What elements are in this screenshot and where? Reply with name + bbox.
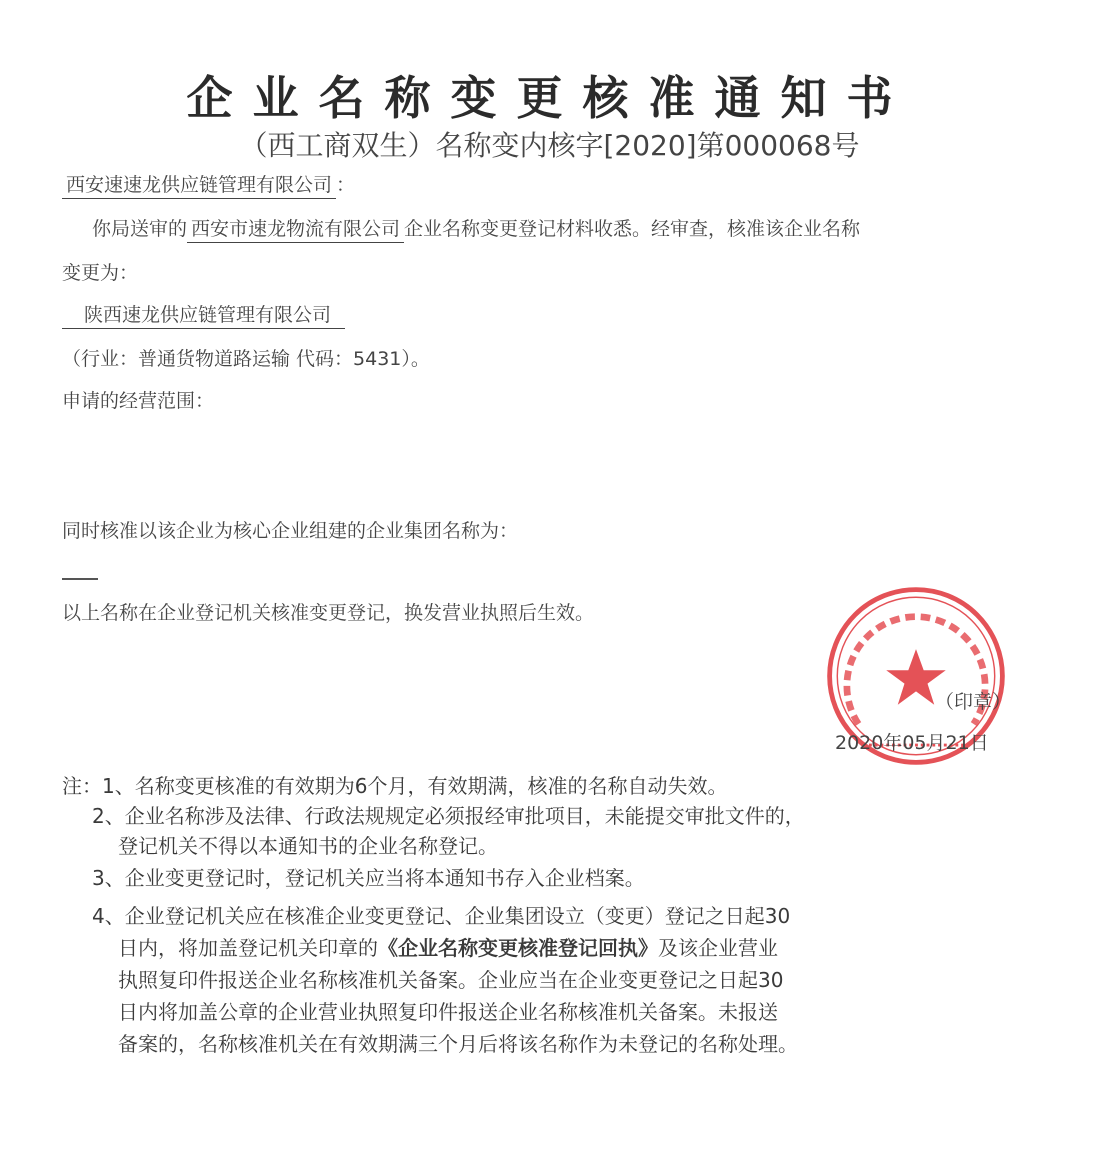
issue-date: 2020年05月21日 (835, 732, 989, 754)
effective-statement: 以上名称在企业登记机关核准变更登记，换发营业执照后生效。 (62, 602, 595, 624)
body-line-2: 变更为： (62, 262, 139, 284)
new-name-line (62, 300, 345, 327)
note-4-line-5: 备案的，名称核准机关在有效期满三个月后将该名称作为未登记的名称处理。 (118, 1032, 798, 1056)
industry-line: （行业：普通货物道路运输 代码：5431）。 (62, 348, 430, 370)
business-scope-label: 申请的经营范围： (62, 390, 215, 412)
addressee-company: 西安速速龙供应链管理有限公司 (62, 174, 336, 199)
line1-suffix: 企业名称变更登记材料收悉。经审查，核准该企业名称 (404, 218, 861, 240)
note-1: 注：1、名称变更核准的有效期为6个月，有效期满，核准的名称自动失效。 (62, 774, 728, 798)
addressee-line (62, 170, 355, 197)
note-4-line-3: 执照复印件报送企业名称核准机关备案。企业应当在企业变更登记之日起30 (118, 968, 784, 992)
new-company-name: 陕西速龙供应链管理有限公司 (62, 304, 345, 329)
note-4-line-2-b: 及该企业营业 (658, 936, 778, 960)
original-company-name: 西安市速龙物流有限公司 (187, 218, 404, 243)
document-number: （西工商双生）名称变内核字[2020]第000068号 (239, 129, 860, 162)
group-name-label: 同时核准以该企业为核心企业组建的企业集团名称为： (62, 520, 519, 542)
line1-prefix: 你局送审的 (92, 218, 188, 240)
group-name-blank (62, 578, 98, 580)
note-4: 4、企业登记机关应在核准企业变更登记、企业集团设立（变更）登记之日起30 (92, 904, 791, 928)
note-2: 2、企业名称涉及法律、行政法规规定必须报经审批项目，未能提交审批文件的， (92, 804, 805, 828)
note-4-line-2-a: 日内，将加盖登记机关印章的 (118, 936, 378, 960)
document-title: 企业名称变更核准通知书 (186, 71, 913, 125)
body-line-1 (92, 214, 860, 241)
seal-label: （印章） (935, 691, 1012, 713)
note-3: 3、企业变更登记时，登记机关应当将本通知书存入企业档案。 (92, 866, 645, 890)
note-4-line-2 (118, 932, 778, 961)
note-2-cont: 登记机关不得以本通知书的企业名称登记。 (118, 834, 498, 858)
addressee-suffix: ： (336, 174, 356, 196)
receipt-title: 《企业名称变更核准登记回执》 (378, 936, 658, 960)
note-4-line-4: 日内将加盖公章的企业营业执照复印件报送企业名称核准机关备案。未报送 (118, 1000, 778, 1024)
